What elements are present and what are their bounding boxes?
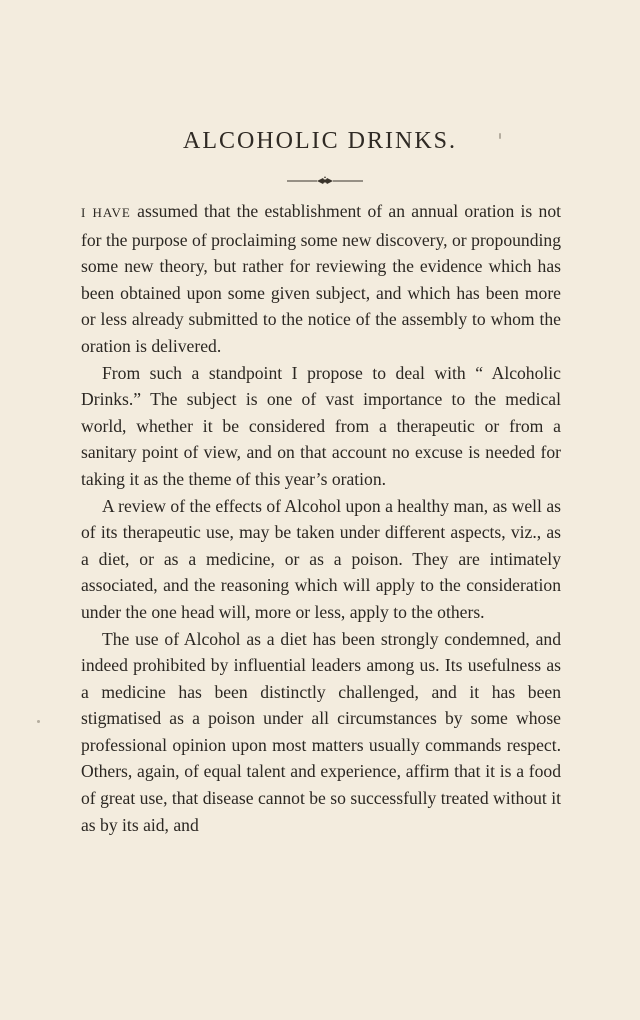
ornament-divider-icon [287, 173, 363, 189]
paper-speck [499, 133, 501, 139]
paragraph-3: A review of the effects of Alcohol upon a healthy man, as well as of its therapeutic use, may be taken under different aspects, viz., as a diet, or as a medicine, or as a poison. They are intimately associated, and the reasoning which will apply to the consideration under the one head will, more or less, apply to the others. [81, 495, 561, 622]
paragraph-2: From such a standpoint I propose to deal with “ Alcoholic Drinks.” The subject is one of vast importance to the medical world, whether it be considered from a therapeutic or from a sanitary point of view, and on that account no excuse is needed for taking it as the theme of this year’s oration. [81, 362, 561, 489]
paragraph-1 [81, 198, 561, 360]
paragraph-1-lead: I HAVE [81, 205, 131, 220]
body-text [81, 198, 561, 838]
paragraph-1-text: assumed that the establishment of an annual oration is not for the purpose of proclaiming some new discovery, or propounding some new theory, but rather for reviewing the evidence which has been obtained upon some given subject, and which has been more or less already submitted to the notice of the assembly to whom the oration is delivered. [81, 201, 562, 356]
chapter-title: ALCOHOLIC DRINKS. [183, 128, 457, 154]
paragraph-4: The use of Alcohol as a diet has been strongly condemned, and indeed prohibited by influential leaders among us. Its usefulness as a medicine has been distinctly challenged, and it has been stigmatised as a poison under all circumstances by some whose professional opinion upon most matters usually commands respect. Others, again, of equal talent and experience, affirm that it is a food of great use, that disease cannot be so successfully treated without it as by its aid, and [81, 628, 561, 835]
paper-speck [37, 720, 40, 723]
